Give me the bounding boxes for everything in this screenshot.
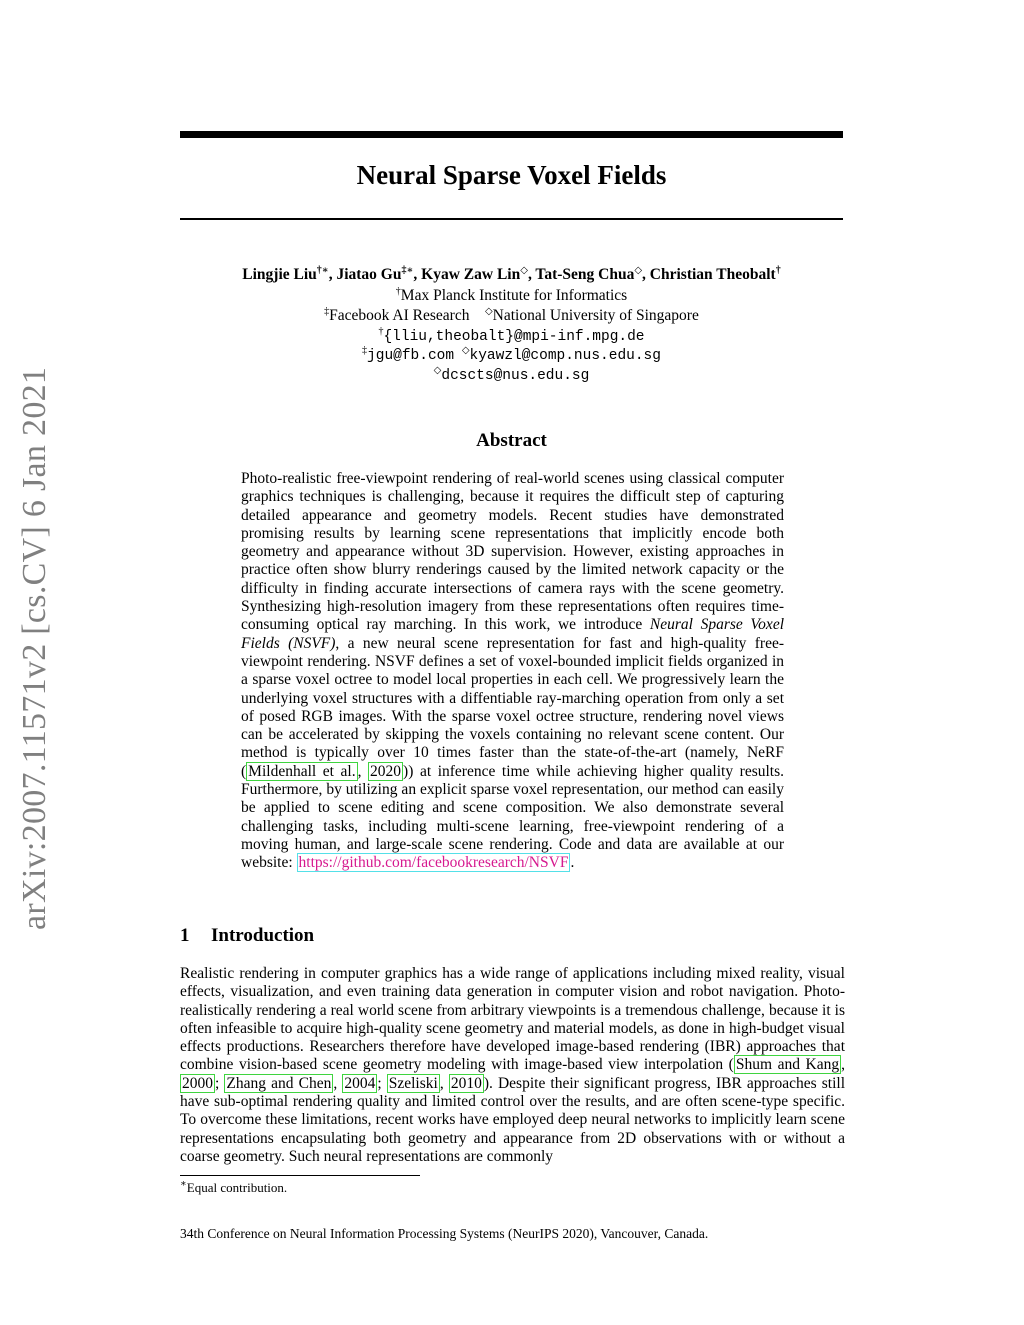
email-dcscts[interactable]: dcscts@nus.edu.sg [441,368,590,384]
section-heading [180,925,314,947]
citation-link[interactable]: Shum and Kang [735,1056,840,1074]
affiliation-line: †Max Planck Institute for Informatics [395,285,628,304]
affiliation-nus: National University of Singapore [492,307,699,324]
author-marks: † [775,264,781,276]
author-name: Jiatao Gu [336,266,402,283]
citation-year-link[interactable]: 2020 [370,762,402,780]
author-name: Tat-Seng Chua [535,266,635,283]
citation-link[interactable]: Szeliski [388,1074,438,1092]
venue-footer: 34th Conference on Neural Information Processing Systems (NeurIPS 2020), Vancouver, Canada. [180,1226,709,1241]
abstract-heading: Abstract [476,430,547,451]
citation-year-link[interactable]: 2004 [344,1074,376,1092]
author-name: Kyaw Zaw Lin [421,266,521,283]
author-name: Christian Theobalt [649,266,776,283]
affiliation-line: ‡Facebook AI Research ◇National University of Singapore [324,305,699,324]
author-marks: ◇ [634,264,643,276]
paper-title: Neural Sparse Voxel Fields [356,160,667,190]
email-line: ◇dcscts@nus.edu.sg [433,364,590,384]
intro-paragraph: Realistic rendering in computer graphics has a wide range of applications including mixed reality, visual effects, visualization, and even training data generation in computer vision and robot navigation. Photo-realistically rendering a real world scene from arbitrary viewpoints is a tremendous challenge, because it is often infeasible to acquire high-quality scene geometry and material models, as done in high-budget visual effects productions. Researchers therefore have developed image-based rendering (IBR) approaches that combine vision-based scene geometry modeling with image-based view interpolation ( Shum and Kang , 2000 ; Zhang and Chen , 2004 ; Szeliski , 2010 ). Despite their significant progress, IBR approaches still have sub-optimal rendering quality and limited control over the results, and are often scene-type specific. To overcome these limitations, recent works have employed deep neural networks to implicitly learn scene representations encapsulating both geometry and appearance from 2D observations with or without a coarse geometry. Such neural representations are commonly [180,965,846,1165]
author-marks: ◇ [520,264,528,276]
section-title: Introduction [211,925,315,946]
author-name: Lingjie Liu [242,266,317,283]
abstract-body: Photo-realistic free-viewpoint rendering of real-world scenes using classical computer graphics techniques is challenging, because it requires the difficult step of capturing detailed appearance and geometry models. Recent studies have demonstrated promising results by learning scene representations that implicitly encode both geometry and appearance without 3D supervision. However, existing approaches in practice often show blurry renderings caused by the limited network capacity or the difficulty in finding accurate intersections of camera rays with the scene geometry. Synthesizing high-resolution imagery from these representations often requires time-consuming optical ray marching. In this work, we introduce Neural Sparse Voxel Fields (NSVF), a new neural scene representation for fast and high-quality free-viewpoint rendering. NSVF defines a set of voxel-bounded implicit fields organized in a sparse voxel octree to model local properties in each cell. We progressively learn the underlying voxel structures with a diffentiable ray-marching operation from only a set of posed RGB images. With the sparse voxel octree structure, rendering novel views can be accelerated by skipping the voxels containing no relevant scene content. Our method is typically over 10 times faster than the state-of-the-art (namely, NeRF ( Mildenhall et al. , 2020 )) at inference time while achieving higher quality results. Furthermore, by utilizing an explicit sparse voxel representation, our method can easily be applied to scene editing and scene composition. We also demonstrate several challenging tasks, including multi-scene learning, free-viewpoint rendering of a moving human, and large-scale scene rendering. Code and data are available at our website: https://github.com/facebookresearch/NSVF . [241,470,785,872]
code-url-link[interactable]: https://github.com/facebookresearch/NSVF [298,854,569,872]
citation-year-link[interactable]: 2010 [450,1074,482,1092]
email-mpi[interactable]: {lliu,theobalt}@mpi-inf.mpg.de [383,329,645,345]
section-number: 1 [180,925,190,946]
email-line: †{lliu,theobalt}@mpi-inf.mpg.de [378,325,645,345]
author-list: Lingjie Liu†∗, Jiatao Gu‡∗, Kyaw Zaw Lin◇, Tat-Seng Chua◇, Christian Theobalt† [242,264,781,283]
affiliation-fair: Facebook AI Research [329,307,470,324]
author-marks: †∗ [316,264,329,276]
footnote: ∗Equal contribution. [180,1178,288,1195]
title-top-rule [180,131,843,138]
footnote-rule [180,1175,420,1176]
author-marks: ‡∗ [401,264,414,276]
email-kyawzl[interactable]: kyawzl@comp.nus.edu.sg [469,348,661,364]
email-jgu[interactable]: jgu@fb.com [367,348,455,364]
citation-link[interactable]: Zhang and Chen [226,1074,332,1092]
citation-link[interactable]: Mildenhall et al. [248,762,356,780]
arxiv-identifier: arXiv:2007.11571v2 [cs.CV] 6 Jan 2021 [16,366,53,930]
citation-year-link[interactable]: 2000 [182,1074,213,1092]
email-line: ‡jgu@fb.com ◇kyawzl@comp.nus.edu.sg [362,344,661,364]
method-name: Neural Sparse Voxel Fields (NSVF) [241,616,785,652]
affiliation-mpi: Max Planck Institute for Informatics [400,287,628,304]
title-bottom-rule [180,218,843,220]
